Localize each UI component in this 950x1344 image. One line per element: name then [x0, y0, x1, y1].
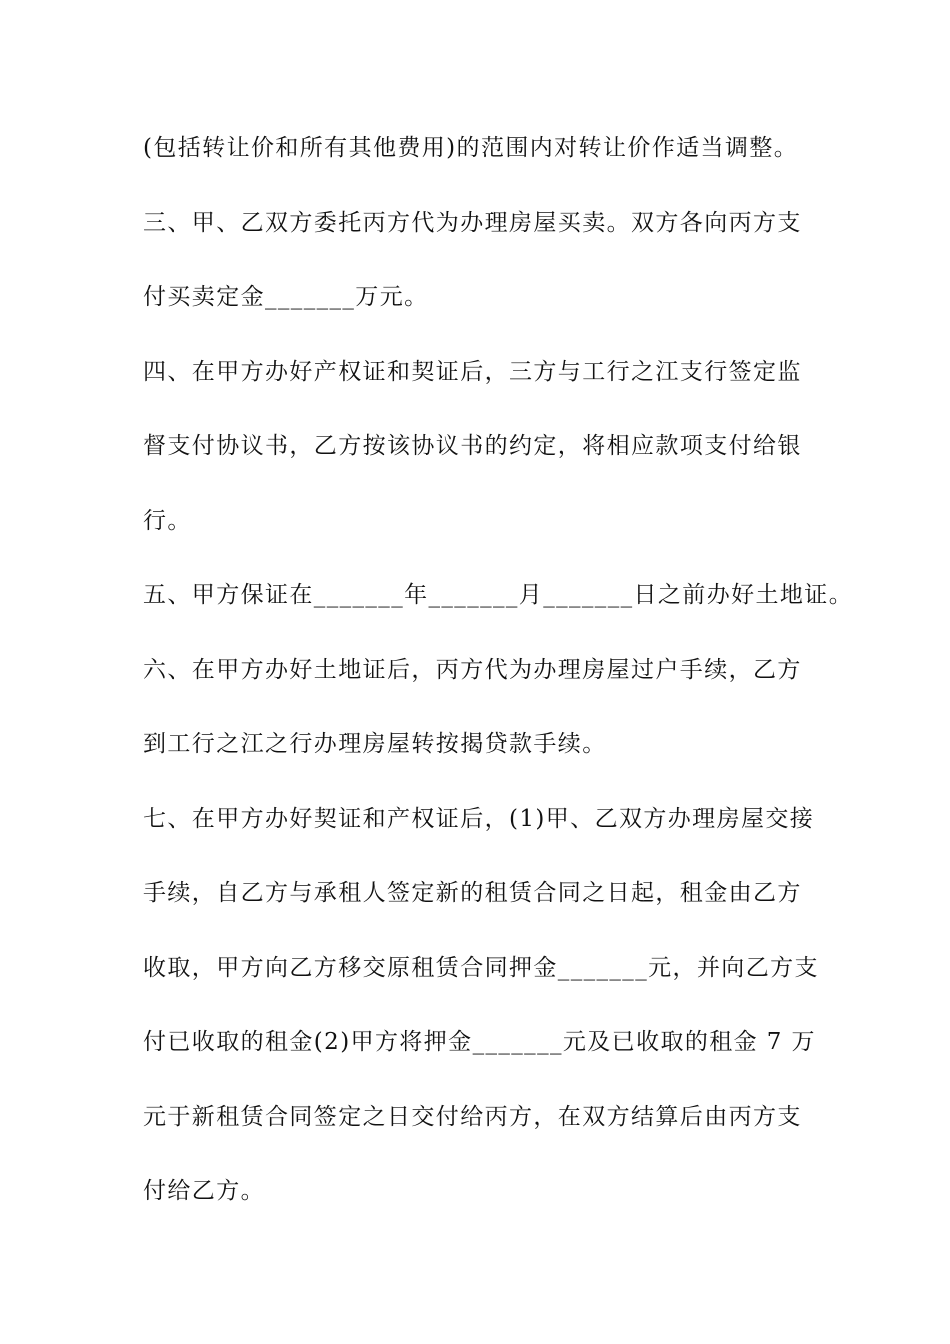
text-line: 四、在甲方办好产权证和契证后，三方与工行之江支行签定监 — [143, 358, 802, 385]
text-line: 五、甲方保证在_______年_______月_______日之前办好土地证。 — [143, 582, 854, 608]
text-line: (包括转让价和所有其他费用)的范围内对转让价作适当调整。 — [143, 135, 799, 161]
text-line: 元于新租赁合同签定之日交付给丙方，在双方结算后由丙方支 — [143, 1103, 802, 1130]
text-line: 行。 — [143, 507, 192, 534]
text-line: 七、在甲方办好契证和产权证后，(1)甲、乙双方办理房屋交接 — [143, 805, 815, 832]
text-line: 三、甲、乙双方委托丙方代为办理房屋买卖。双方各向丙方支 — [143, 209, 802, 236]
text-line: 付已收取的租金(2)甲方将押金_______元及已收取的租金 7 万 — [143, 1029, 816, 1055]
text-line: 收取，甲方向乙方移交原租赁合同押金_______元，并向乙方支 — [143, 954, 819, 981]
text-line: 到工行之江之行办理房屋转按揭贷款手续。 — [143, 731, 607, 757]
text-line: 付买卖定金_______万元。 — [143, 284, 429, 310]
text-line: 督支付协议书，乙方按该协议书的约定，将相应款项支付给银 — [143, 433, 802, 459]
text-line: 六、在甲方办好土地证后，丙方代为办理房屋过户手续，乙方 — [143, 656, 802, 683]
text-line: 手续，自乙方与承租人签定新的租赁合同之日起，租金由乙方 — [143, 880, 802, 906]
text-line: 付给乙方。 — [143, 1178, 265, 1204]
contract-text — [143, 128, 854, 1246]
